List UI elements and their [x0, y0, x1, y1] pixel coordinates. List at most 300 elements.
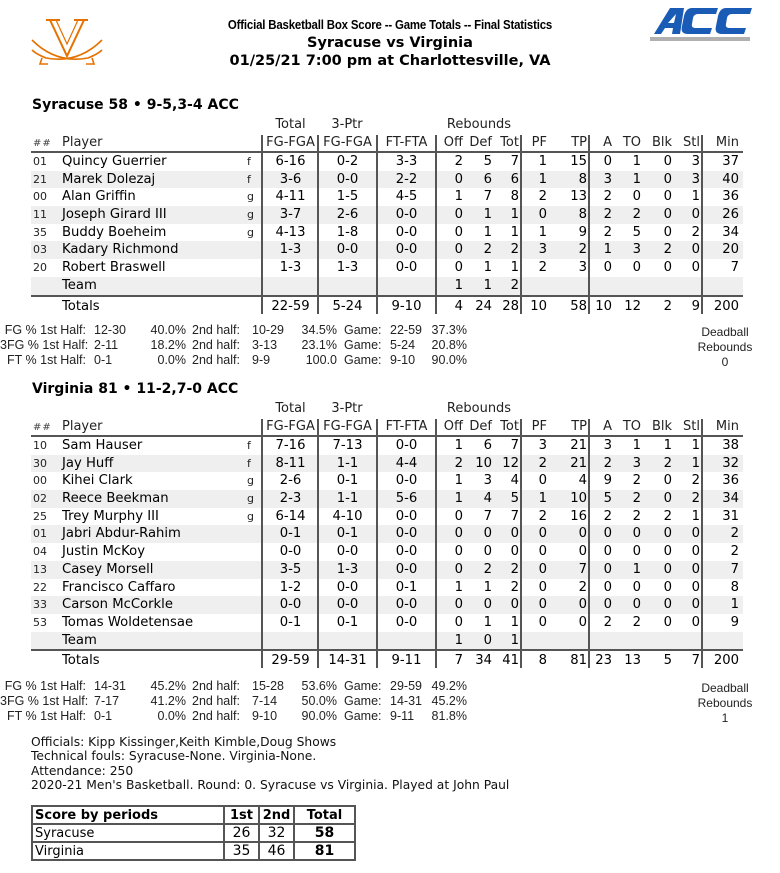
stat-fg: 4-11 [275, 189, 306, 205]
stat-pf: 0 [538, 579, 547, 595]
stat-tp: 15 [570, 154, 587, 169]
stat-off: 1 [454, 438, 463, 453]
player-position: g [247, 509, 254, 523]
total-def: 24 [475, 298, 492, 314]
col-fg3: FG-FGA [323, 135, 372, 150]
stat-min: 38 [722, 438, 739, 453]
col-fg: FG-FGA [266, 135, 315, 150]
pct-g: 9-10 [390, 353, 416, 367]
stat-pf: 1 [538, 224, 547, 240]
stat-fg3: 0-2 [336, 154, 359, 169]
player-position: g [247, 225, 254, 239]
stat-stl: 2 [691, 224, 700, 240]
stat-min: 1 [730, 597, 739, 613]
pct-h2: 3-13 [252, 338, 278, 352]
report-title: Official Basketball Box Score -- Game Totals -- Final Statistics [227, 17, 553, 32]
stat-off: 0 [454, 260, 463, 276]
box-score-virginia [31, 401, 743, 668]
stat-fg3: 1-3 [336, 260, 359, 276]
stat-fg3: 0-0 [336, 171, 359, 187]
pct-line [0, 694, 780, 709]
col-pf: PF [531, 135, 547, 150]
stat-ft: 3-3 [395, 154, 418, 169]
stat-off: 0 [454, 224, 463, 240]
pct-h2: 9-10 [252, 709, 278, 723]
player-row [31, 437, 743, 455]
jersey-number: 00 [33, 474, 47, 488]
stat-pf: 2 [538, 508, 547, 524]
jersey-number: 00 [33, 190, 47, 204]
stat-blk: 0 [663, 189, 672, 205]
stat-tot: 6 [510, 171, 519, 187]
stat-blk: 0 [663, 260, 672, 276]
stat-a: 9 [603, 473, 612, 489]
stat-off: 2 [454, 455, 463, 471]
col-to: TO [622, 419, 641, 434]
group-rebounds: Rebounds [446, 117, 512, 132]
group-3ptr: 3-Ptr [331, 117, 363, 132]
stat-min: 40 [722, 171, 739, 187]
stat-fg: 6-16 [275, 154, 306, 169]
stat-stl: 1 [691, 189, 700, 205]
pct-h1: 12-30 [94, 323, 126, 337]
group-header [31, 117, 743, 135]
stat-def: 2 [483, 242, 492, 258]
stat-fg: 0-0 [279, 597, 302, 613]
col-min: Min [715, 419, 739, 434]
pct-h1p: 41.2% [150, 694, 186, 708]
stat-tp: 8 [578, 171, 587, 187]
stat-to: 1 [632, 561, 641, 577]
col-off: Off [443, 135, 463, 150]
jersey-number: 10 [33, 439, 47, 452]
stat-to: 1 [632, 154, 641, 169]
stat-stl: 0 [691, 260, 700, 276]
pct-h2: 15-28 [252, 679, 284, 693]
total-fg: 29-59 [271, 653, 310, 669]
stat-tp: 0 [578, 526, 587, 542]
pct-label: 3FG % 1st Half: [0, 338, 89, 352]
stat-tp: 2 [578, 242, 587, 258]
col-ft: FT-FTA [385, 419, 428, 434]
stat-pf: 0 [538, 561, 547, 577]
stat-stl: 1 [691, 508, 700, 524]
stat-def: 7 [483, 189, 492, 205]
total-tp: 81 [570, 653, 587, 669]
player-position: f [247, 439, 251, 452]
stat-pf: 1 [538, 154, 547, 169]
jersey-number: 04 [33, 545, 47, 559]
player-name: Quincy Guerrier [62, 154, 167, 169]
stat-fg: 0-0 [279, 544, 302, 560]
player-position: g [247, 474, 254, 488]
stat-ft: 5-6 [395, 491, 418, 507]
stat-off: 0 [454, 171, 463, 187]
stat-to: 0 [632, 597, 641, 613]
pct-h2p: 90.0% [301, 709, 337, 723]
player-position: f [247, 172, 251, 186]
stat-to: 0 [632, 544, 641, 560]
pct-h2: 10-29 [252, 323, 284, 337]
stat-off: 0 [454, 544, 463, 560]
pct-glabel: Game: [344, 694, 382, 708]
stat-min: 34 [722, 491, 739, 507]
stat-tot: 4 [510, 473, 519, 489]
stat-ft: 4-5 [395, 189, 418, 205]
stat-def: 6 [483, 438, 492, 453]
stat-min: 7 [730, 561, 739, 577]
jersey-number: 02 [33, 492, 47, 506]
stat-def: 1 [483, 579, 492, 595]
stat-blk: 0 [663, 526, 672, 542]
stat-tp: 7 [578, 561, 587, 577]
col-def: Def [469, 419, 492, 434]
stat-tot: 7 [510, 154, 519, 169]
pct-gp: 37.3% [431, 323, 467, 337]
jersey-number: 20 [33, 261, 47, 275]
pct-label: FG % 1st Half: [4, 323, 86, 337]
player-rows [31, 437, 743, 668]
pct-h1: 0-1 [94, 353, 113, 367]
stat-off: 0 [454, 508, 463, 524]
pct-h2label: 2nd half: [192, 353, 240, 367]
stat-ft: 0-0 [395, 438, 418, 453]
stat-to: 2 [632, 508, 641, 524]
pct-h1p: 0.0% [157, 353, 186, 367]
total-min: 200 [713, 653, 739, 669]
total-fg3: 5-24 [332, 298, 363, 314]
date-location: 01/25/21 7:00 pm at Charlottesville, VA [229, 53, 551, 69]
report-title-block [180, 16, 600, 70]
stat-min: 36 [722, 473, 739, 489]
player-name: Team [62, 632, 97, 648]
pct-glabel: Game: [344, 709, 382, 723]
col-stl: Stl [683, 419, 700, 434]
stat-def: 0 [483, 632, 492, 648]
stat-ft: 0-0 [395, 561, 418, 577]
stat-ft: 0-0 [395, 207, 418, 223]
col-tp: TP [571, 419, 587, 434]
stat-tot: 1 [510, 207, 519, 223]
total-a: 10 [595, 298, 612, 314]
group-rebounds: Rebounds [446, 401, 512, 416]
pct-glabel: Game: [344, 338, 382, 352]
deadball-rebounds-virginia: Deadball Rebounds 1 [680, 681, 770, 726]
jersey-number: 33 [33, 598, 47, 612]
stat-a: 0 [603, 597, 612, 613]
stat-blk: 1 [663, 438, 672, 453]
stat-fg: 6-14 [275, 508, 306, 524]
stat-min: 37 [722, 154, 739, 169]
stat-stl: 1 [691, 455, 700, 471]
jersey-number: 35 [33, 225, 47, 239]
virginia-logo-icon [28, 14, 106, 70]
stat-pf: 2 [538, 455, 547, 471]
stat-tp: 0 [578, 597, 587, 613]
player-row [31, 490, 743, 508]
stat-def: 10 [475, 455, 492, 471]
col-player: Player [62, 135, 103, 150]
stat-off: 1 [454, 579, 463, 595]
stat-def: 3 [483, 473, 492, 489]
totals-row [31, 649, 743, 668]
player-name: Francisco Caffaro [62, 579, 176, 595]
stat-stl: 0 [691, 579, 700, 595]
stat-pf: 2 [538, 189, 547, 205]
team-title-syracuse: Syracuse 58 • 9-5,3-4 ACC [32, 97, 239, 113]
stat-ft: 0-0 [395, 526, 418, 542]
stat-fg3: 2-6 [336, 207, 359, 223]
stat-fg3: 0-1 [336, 614, 359, 630]
player-name: Robert Braswell [62, 260, 166, 276]
game-info: 2020-21 Men's Basketball. Round: 0. Syracuse vs Virginia. Played at John Paul [31, 777, 510, 792]
total-off: 7 [454, 653, 463, 669]
pct-glabel: Game: [344, 679, 382, 693]
stat-to: 0 [632, 579, 641, 595]
deadball-rebounds-syracuse: Deadball Rebounds 0 [680, 325, 770, 370]
stat-stl: 2 [691, 491, 700, 507]
stat-a: 5 [603, 491, 612, 507]
stat-pf: 0 [538, 473, 547, 489]
group-3ptr: 3-Ptr [331, 401, 363, 416]
stat-fg: 3-6 [279, 171, 302, 187]
stat-tot: 2 [510, 579, 519, 595]
stat-pf: 0 [538, 544, 547, 560]
stat-def: 6 [483, 171, 492, 187]
pct-h2p: 50.0% [301, 694, 337, 708]
stat-a: 2 [603, 508, 612, 524]
pct-h2: 9-9 [252, 353, 271, 367]
pct-h2p: 23.1% [301, 338, 337, 352]
stat-tp: 21 [570, 455, 587, 471]
pct-h1p: 40.0% [150, 323, 186, 337]
player-row [31, 543, 743, 561]
stat-min: 7 [730, 260, 739, 276]
pct-line [0, 709, 780, 724]
player-row [31, 153, 743, 171]
period-2nd: 2nd [259, 806, 294, 824]
player-row [31, 632, 743, 650]
pct-h1: 2-11 [94, 338, 119, 352]
player-row [31, 277, 743, 295]
pct-gp: 20.8% [431, 338, 467, 352]
score-header-label: Score by periods [32, 806, 224, 824]
stat-fg3: 0-0 [336, 579, 359, 595]
stat-off: 0 [454, 526, 463, 542]
stat-blk: 0 [663, 491, 672, 507]
pct-gp: 90.0% [431, 353, 467, 367]
stat-ft: 0-0 [395, 597, 418, 613]
stat-fg3: 1-5 [336, 189, 359, 205]
attendance: Attendance: 250 [31, 763, 134, 778]
stat-tot: 7 [510, 508, 519, 524]
pct-h1: 7-17 [94, 694, 120, 708]
stat-fg3: 0-0 [336, 597, 359, 613]
stat-def: 4 [483, 491, 492, 507]
stat-tp: 9 [578, 224, 587, 240]
player-row [31, 472, 743, 490]
stat-fg: 7-16 [275, 438, 306, 453]
jersey-number: 13 [33, 562, 47, 576]
jersey-number: 01 [33, 155, 47, 168]
stat-a: 0 [603, 154, 612, 169]
team-title-virginia: Virginia 81 • 11-2,7-0 ACC [32, 381, 239, 397]
stat-min: 9 [730, 614, 739, 630]
pct-glabel: Game: [344, 353, 382, 367]
player-name: Kadary Richmond [62, 242, 179, 258]
stat-fg3: 0-1 [336, 473, 359, 489]
col-stl: Stl [683, 135, 700, 150]
stat-stl: 2 [691, 473, 700, 489]
stat-pf: 2 [538, 260, 547, 276]
stat-blk: 2 [663, 455, 672, 471]
stat-min: 31 [722, 508, 739, 524]
stat-def: 1 [483, 277, 492, 293]
player-row [31, 455, 743, 473]
stat-off: 0 [454, 207, 463, 223]
stat-pf: 1 [538, 491, 547, 507]
stat-blk: 0 [663, 473, 672, 489]
pct-h2: 7-14 [252, 694, 278, 708]
stat-pf: 0 [538, 597, 547, 613]
stat-off: 0 [454, 561, 463, 577]
pct-g: 29-59 [390, 679, 422, 693]
stat-off: 1 [454, 491, 463, 507]
stat-tp: 0 [578, 614, 587, 630]
col-a: A [603, 419, 612, 434]
stat-off: 0 [454, 614, 463, 630]
player-row [31, 596, 743, 614]
pct-label: FT % 1st Half: [7, 353, 86, 367]
stat-tp: 2 [578, 579, 587, 595]
col-off: Off [443, 419, 463, 434]
pct-h1p: 45.2% [150, 679, 186, 693]
stat-min: 2 [730, 526, 739, 542]
period-total: Total [294, 806, 355, 824]
jersey-number: 30 [33, 456, 47, 470]
stat-off: 0 [454, 242, 463, 258]
stat-fg: 0-1 [279, 526, 302, 542]
player-name: Joseph Girard III [62, 207, 167, 223]
stat-to: 3 [632, 455, 641, 471]
pct-h2p: 100.0 [305, 353, 337, 367]
stat-tot: 2 [510, 242, 519, 258]
total-a: 23 [595, 653, 612, 669]
player-position: g [247, 492, 254, 506]
player-row [31, 525, 743, 543]
stat-stl: 0 [691, 614, 700, 630]
stat-ft: 2-2 [395, 171, 418, 187]
pct-g: 14-31 [390, 694, 422, 708]
stat-tp: 3 [578, 260, 587, 276]
col-tot: Tot [500, 135, 519, 150]
stat-off: 2 [454, 154, 463, 169]
player-name: Jabri Abdur-Rahim [62, 526, 181, 542]
stat-fg: 4-13 [275, 224, 306, 240]
stat-a: 2 [603, 189, 612, 205]
stat-def: 7 [483, 508, 492, 524]
player-name: Sam Hauser [62, 438, 143, 453]
stat-tp: 4 [578, 473, 587, 489]
stat-off: 1 [454, 632, 463, 648]
pct-h2p: 34.5% [301, 323, 337, 337]
pct-h2label: 2nd half: [192, 323, 240, 337]
player-name: Buddy Boeheim [62, 224, 167, 240]
player-name: Reece Beekman [62, 491, 169, 507]
stat-fg3: 0-0 [336, 242, 359, 258]
stat-tot: 1 [510, 260, 519, 276]
stat-tot: 0 [510, 544, 519, 560]
stat-def: 1 [483, 224, 492, 240]
player-row [31, 188, 743, 206]
stat-to: 2 [632, 491, 641, 507]
score-team: Syracuse [32, 824, 224, 842]
pct-label: FT % 1st Half: [7, 709, 86, 723]
pct-label: 3FG % 1st Half: [0, 694, 89, 708]
col-a: A [603, 135, 612, 150]
pct-h1: 14-31 [94, 679, 126, 693]
stat-to: 2 [632, 473, 641, 489]
col-tp: TP [571, 135, 587, 150]
total-blk: 2 [663, 298, 672, 314]
player-row [31, 614, 743, 632]
player-row [31, 561, 743, 579]
pct-h2label: 2nd half: [192, 709, 240, 723]
stat-off: 0 [454, 597, 463, 613]
stat-min: 32 [722, 455, 739, 471]
stat-stl: 0 [691, 526, 700, 542]
stat-fg: 3-5 [279, 561, 302, 577]
pct-h2label: 2nd half: [192, 338, 240, 352]
total-stl: 7 [691, 653, 700, 669]
stat-tot: 7 [510, 438, 519, 453]
stat-fg3: 1-1 [336, 491, 359, 507]
stat-min: 26 [722, 207, 739, 223]
column-header-row [31, 135, 743, 153]
pct-gp: 81.8% [431, 709, 467, 723]
stat-tot: 12 [502, 455, 519, 471]
col-fg: FG-FGA [266, 419, 315, 434]
stat-pf: 0 [538, 526, 547, 542]
stat-fg: 1-2 [279, 579, 302, 595]
shooting-percentages-syracuse [0, 323, 780, 368]
pct-h1p: 18.2% [150, 338, 186, 352]
jersey-number: 11 [33, 208, 47, 222]
stat-tp: 13 [570, 189, 587, 205]
score-row-syracuse: Syracuse 26 32 58 [32, 824, 355, 842]
column-header-row [31, 419, 743, 437]
stat-a: 3 [603, 438, 612, 453]
col-player: Player [62, 419, 103, 434]
stat-a: 0 [603, 579, 612, 595]
stat-stl: 0 [691, 561, 700, 577]
pct-glabel: Game: [344, 323, 382, 337]
report-header [0, 0, 780, 80]
player-row [31, 224, 743, 242]
player-name: Tomas Woldetensae [62, 614, 194, 630]
jersey-number: 01 [33, 527, 47, 541]
col-blk: Blk [651, 419, 672, 434]
stat-tot: 1 [510, 632, 519, 648]
stat-tot: 0 [510, 597, 519, 613]
officials: Officials: Kipp Kissinger,Keith Kimble,Doug Shows [31, 735, 337, 749]
stat-blk: 0 [663, 171, 672, 187]
stat-min: 36 [722, 189, 739, 205]
stat-def: 5 [483, 154, 492, 169]
total-def: 34 [475, 653, 492, 669]
stat-tot: 5 [510, 491, 519, 507]
stat-blk: 0 [663, 597, 672, 613]
